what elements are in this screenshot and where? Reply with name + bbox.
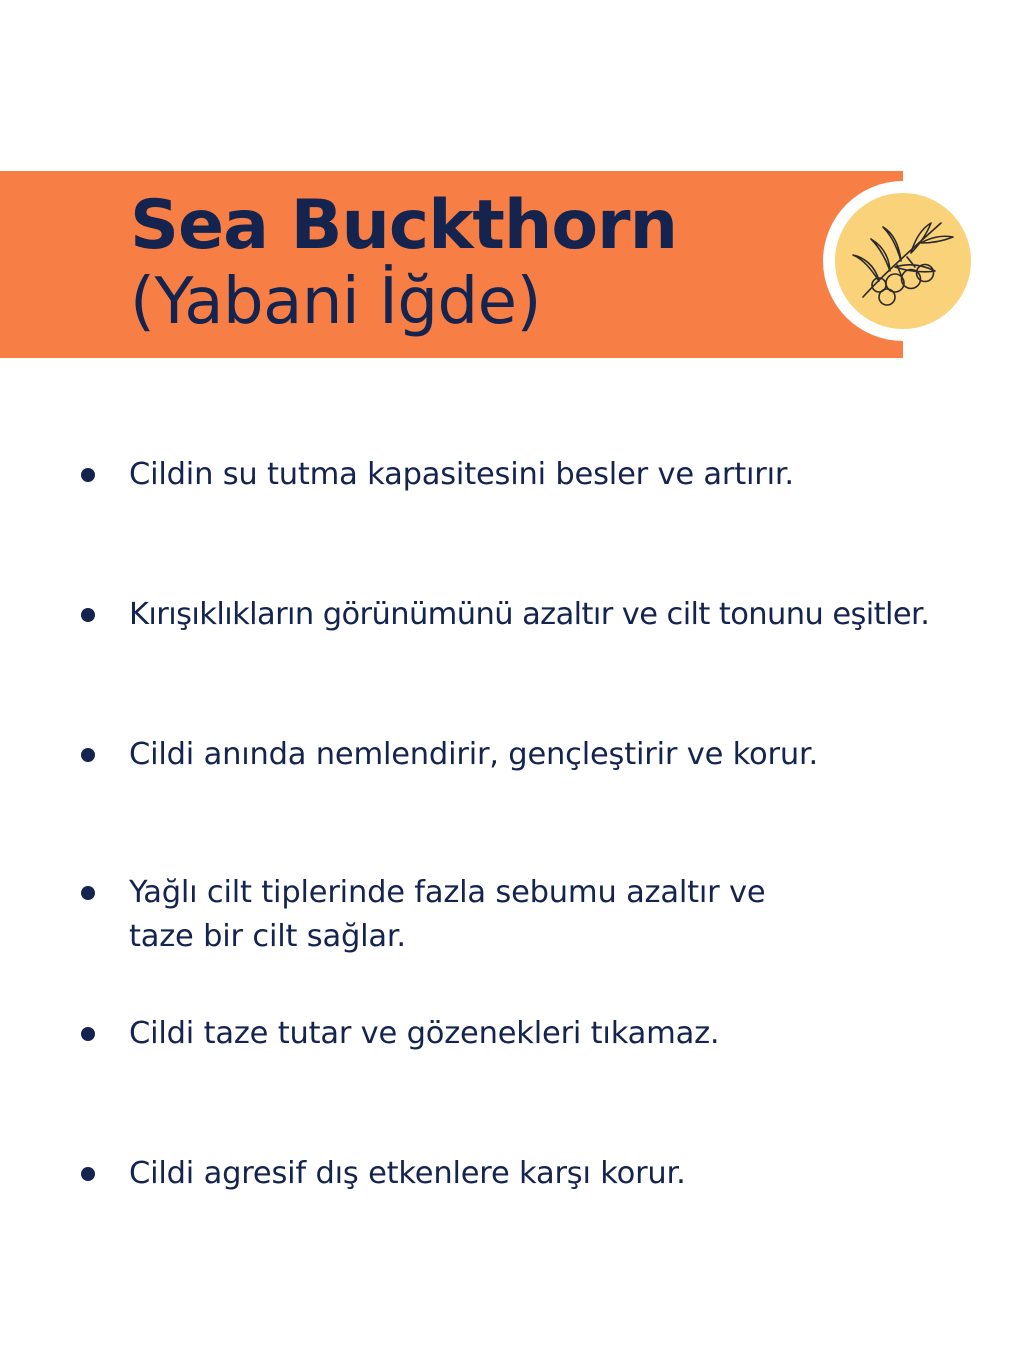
bullet-dot [81, 886, 95, 900]
benefit-item: Cildi taze tutar ve gözenekleri tıkamaz. [129, 1016, 720, 1051]
page-subtitle: (Yabani İğde) [130, 265, 541, 339]
benefit-item: Yağlı cilt tiplerinde fazla sebumu azaltır ve [129, 875, 766, 910]
bullet-dot [81, 608, 95, 622]
bullet-dot [81, 1167, 95, 1181]
benefit-item: Kırışıklıkların görünümünü azaltır ve cilt tonunu eşitler. [129, 597, 930, 632]
bullet-dot [81, 468, 95, 482]
benefit-item-continuation: taze bir cilt sağlar. [129, 919, 406, 954]
benefit-item: Cildi agresif dış etkenlere karşı korur. [129, 1156, 686, 1191]
benefit-item: Cildin su tutma kapasitesini besler ve artırır. [129, 457, 794, 492]
page-title: Sea Buckthorn [130, 186, 678, 265]
bullet-dot [81, 1027, 95, 1041]
bullet-dot [81, 748, 95, 762]
benefit-item: Cildi anında nemlendirir, gençleştirir ve korur. [129, 737, 818, 772]
